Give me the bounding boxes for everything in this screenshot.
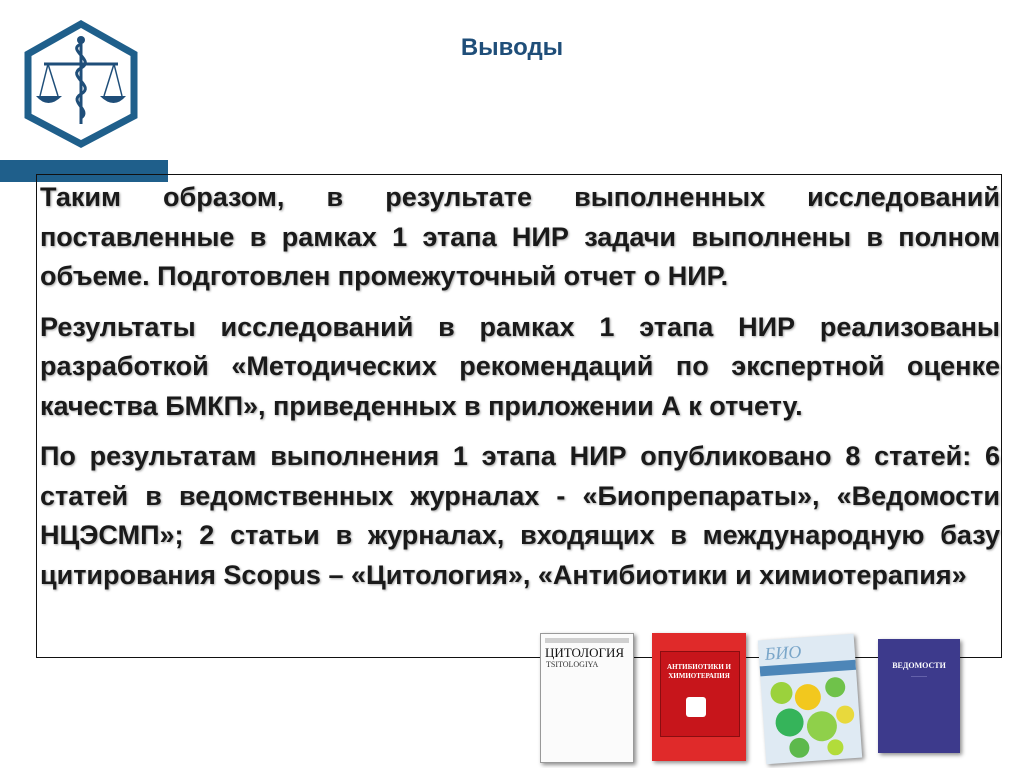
journal-cover-tsitologiya	[540, 633, 634, 763]
conclusions-text	[40, 178, 1000, 606]
paragraph-2: Результаты исследований в рамках 1 этапа НИР реализованы разработкой «Методических рекомендаций по экспертной оценке качества БМКП», приведенных в приложении А к отчету.	[40, 311, 1000, 421]
journal-cover-biopreparaty	[758, 634, 862, 764]
journal-covers	[530, 625, 1024, 768]
cover-title: ВЕДОМОСТИ	[892, 661, 946, 670]
cover-title: БИО	[764, 641, 802, 665]
cover-title: АНТИБИОТИКИ И ХИМИОТЕРАПИЯ	[667, 663, 731, 680]
cover-spheres-image	[765, 674, 858, 760]
page-title: Выводы	[460, 34, 564, 61]
cover-subtitle: TSITOLOGIYA	[546, 660, 599, 669]
cover-title: ЦИТОЛОГИЯ	[545, 645, 625, 660]
paragraph-3: По результатам выполнения 1 этапа НИР опубликовано 8 статей: 6 статей в ведомственных журналах - «Биопрепараты», «Ведомости НЦЭСМП»; 2 статьи в журналах, входящих в международную базу цитирования Scopus – «Цитология», «Антибиотики и химиотерапия»	[40, 441, 1000, 590]
cover-header-strip	[545, 638, 629, 643]
paragraph-1: Таким образом, в результате выполненных исследований поставленные в рамках 1 этапа НИР задачи выполнены в полном объеме. Подготовлен промежуточный отчет о НИР.	[40, 182, 1000, 291]
journal-cover-vedomosti	[878, 639, 960, 753]
cover-subtitle-lines: ————	[911, 673, 927, 678]
cover-emblem-icon	[686, 697, 706, 717]
journal-cover-antibiotiki	[652, 633, 746, 761]
